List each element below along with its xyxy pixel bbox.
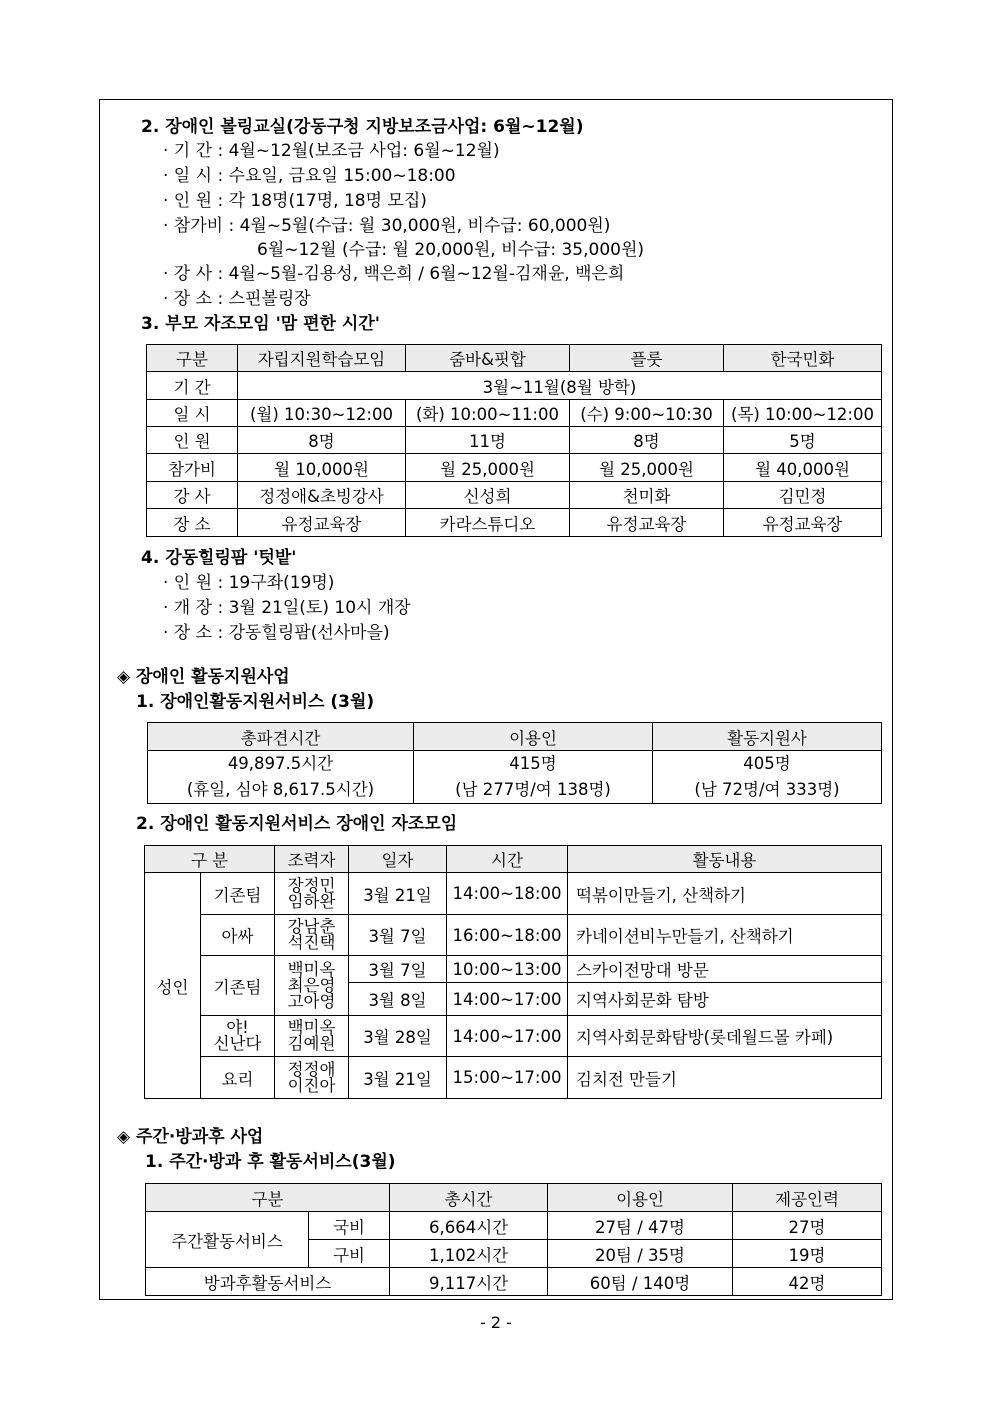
table-row: [145, 1016, 882, 1057]
content-cell: 스카이전망대 방문: [568, 956, 882, 983]
daycare-sub1-title: 1. 주간·방과 후 활동서비스(3월): [145, 1152, 396, 1172]
table-row: [147, 454, 882, 482]
users-cell: 20팀 / 35명: [548, 1240, 733, 1268]
staff-cell: 19명: [733, 1240, 882, 1268]
time-cell: 14:00~17:00: [447, 1016, 568, 1057]
table-cell: (화) 10:00~11:00: [406, 400, 570, 427]
content-cell: 카네이션비누만들기, 산책하기: [568, 915, 882, 956]
helper-name: 임하완: [287, 891, 336, 911]
header-cell: 총시간: [390, 1184, 548, 1212]
helpers: [275, 915, 349, 956]
bowling-period: · 기 간 : 4월~12월(보조금 사업: 6월~12월): [163, 141, 500, 161]
table-row: [148, 751, 882, 804]
team-name: 아싸: [201, 915, 275, 956]
activity-header-row: [148, 723, 882, 751]
table-cell: [653, 751, 882, 804]
selfhelp-table: [144, 845, 882, 1099]
table-row: [146, 1212, 882, 1240]
users-detail: (남 277명/여 138명): [455, 780, 611, 799]
header-cell: 구 분: [145, 846, 275, 873]
helper-name: 정정애: [287, 1059, 336, 1079]
supporters-detail: (남 72명/여 333명): [694, 780, 840, 799]
table-cell: 정정애&초빙강사: [238, 482, 406, 509]
team-name: 기존팀: [201, 956, 275, 1016]
helper-name: 최은영: [287, 975, 336, 995]
after-service-label: 방과후활동서비스: [146, 1268, 390, 1296]
header-cell: 이용인: [414, 723, 653, 751]
helpers: [275, 873, 349, 915]
table-cell: 유정교육장: [238, 509, 406, 537]
helper-name: 김예원: [287, 1034, 336, 1053]
row-label: 장 소: [147, 509, 238, 537]
content-cell: 김치전 만들기: [568, 1057, 882, 1099]
header-cell: 조력자: [275, 846, 349, 873]
row-label: 참가비: [147, 454, 238, 482]
daycare-header-row: [146, 1184, 882, 1212]
content-cell: 지역사회문화 탐방: [568, 983, 882, 1016]
table-cell: 월 10,000원: [238, 454, 406, 482]
funding-type: 국비: [309, 1212, 390, 1240]
farm-title: 4. 강동힐링팜 '텃밭': [141, 548, 297, 568]
content-cell: 지역사회문화탐방(롯데월드몰 카페): [568, 1016, 882, 1057]
staff-cell: 27명: [733, 1212, 882, 1240]
daycare-table: [145, 1183, 882, 1296]
selfhelp-header-row: [145, 846, 882, 873]
table-cell: (수) 9:00~10:30: [570, 400, 724, 427]
table-cell: (월) 10:30~12:00: [238, 400, 406, 427]
header-cell: 일자: [349, 846, 447, 873]
table-cell: 월 25,000원: [406, 454, 570, 482]
table-cell: 카라스튜디오: [406, 509, 570, 537]
team-name: 기존팀: [201, 873, 275, 915]
helpers: [275, 1057, 349, 1099]
helpers: [275, 1016, 349, 1057]
table-cell: [414, 751, 653, 804]
helper-name: 백미옥: [287, 959, 336, 979]
users-count: 415명: [509, 754, 557, 773]
content-cell: 떡볶이만들기, 산책하기: [568, 873, 882, 915]
bowling-place: · 장 소 : 스핀볼링장: [163, 289, 311, 309]
users-cell: 27팀 / 47명: [548, 1212, 733, 1240]
parents-header-cell: 자립지원학습모임: [238, 345, 406, 372]
header-cell: 시간: [447, 846, 568, 873]
period-value: 3월~11월(8월 방학): [238, 372, 882, 400]
parents-header-cell: 줌바&핏합: [406, 345, 570, 372]
helper-name: 장정민: [287, 875, 336, 895]
bowling-fee: · 참가비 : 4월~5월(수급: 월 30,000원, 비수급: 60,000원): [163, 216, 611, 236]
parents-header-cell: 플룻: [570, 345, 724, 372]
parents-table: [146, 344, 882, 537]
header-cell: 활동내용: [568, 846, 882, 873]
date-cell: 3월 7일: [349, 956, 447, 983]
parents-title: 3. 부모 자조모임 '맘 편한 시간': [141, 314, 380, 334]
header-cell: 이용인: [548, 1184, 733, 1212]
table-cell: 신성희: [406, 482, 570, 509]
users-cell: 60팀 / 140명: [548, 1268, 733, 1296]
time-cell: 16:00~18:00: [447, 915, 568, 956]
team-name: [201, 1016, 275, 1057]
row-label: 일 시: [147, 400, 238, 427]
parents-header-cell: 한국민화: [724, 345, 882, 372]
table-cell: (목) 10:00~12:00: [724, 400, 882, 427]
table-row: [145, 873, 882, 915]
helpers: [275, 956, 349, 1016]
supporters-count: 405명: [743, 754, 791, 773]
time-cell: 14:00~18:00: [447, 873, 568, 915]
page-number: - 2 -: [480, 1313, 512, 1332]
parents-header-row: [147, 345, 882, 372]
hours-cell: 6,664시간: [390, 1212, 548, 1240]
table-row: [147, 427, 882, 454]
table-cell: 5명: [724, 427, 882, 454]
bowling-fee-cont: 6월~12월 (수급: 월 20,000원, 비수급: 35,000원): [257, 240, 645, 260]
table-cell: 8명: [238, 427, 406, 454]
table-cell: 김민정: [724, 482, 882, 509]
header-cell: 총파견시간: [148, 723, 414, 751]
table-cell: 월 40,000원: [724, 454, 882, 482]
total-hours: 49,897.5시간: [227, 754, 334, 773]
helper-name: 석진택: [287, 933, 336, 952]
time-cell: 10:00~13:00: [447, 956, 568, 983]
table-cell: 유정교육장: [570, 509, 724, 537]
table-cell: 천미화: [570, 482, 724, 509]
time-cell: 14:00~17:00: [447, 983, 568, 1016]
row-label: 기 간: [147, 372, 238, 400]
header-cell: 제공인력: [733, 1184, 882, 1212]
table-row: [145, 1057, 882, 1099]
date-cell: 3월 21일: [349, 1057, 447, 1099]
bowling-capacity: · 인 원 : 각 18명(17명, 18명 모집): [163, 191, 427, 211]
helper-name: 백미옥: [287, 1018, 336, 1037]
header-cell: 활동지원사: [653, 723, 882, 751]
table-row: [146, 1268, 882, 1296]
helper-name: 이진아: [287, 1075, 336, 1095]
table-cell: [148, 751, 414, 804]
row-label: 강 사: [147, 482, 238, 509]
farm-place: · 장 소 : 강동힐링팜(선사마을): [163, 623, 390, 643]
total-hours-detail: (휴일, 심야 8,617.5시간): [186, 780, 375, 799]
hours-cell: 9,117시간: [390, 1268, 548, 1296]
date-cell: 3월 7일: [349, 915, 447, 956]
table-row: [147, 372, 882, 400]
bowling-schedule: · 일 시 : 수요일, 금요일 15:00~18:00: [163, 166, 456, 186]
farm-opening: · 개 장 : 3월 21일(토) 10시 개장: [163, 598, 411, 618]
activity-heading: ◈ 장애인 활동지원사업: [117, 667, 290, 687]
table-row: [145, 915, 882, 956]
group-label: 성인: [145, 873, 201, 1099]
table-row: [147, 509, 882, 537]
row-label: 인 원: [147, 427, 238, 454]
parents-header-cell: 구분: [147, 345, 238, 372]
hours-cell: 1,102시간: [390, 1240, 548, 1268]
team-name-line: 신난다: [213, 1034, 262, 1053]
activity-sub2-title: 2. 장애인 활동지원서비스 장애인 자조모임: [136, 814, 458, 834]
table-row: [147, 482, 882, 509]
farm-capacity: · 인 원 : 19구좌(19명): [163, 573, 335, 593]
table-row: [147, 400, 882, 427]
funding-type: 구비: [309, 1240, 390, 1268]
table-cell: 유정교육장: [724, 509, 882, 537]
helper-name: 고아영: [287, 991, 336, 1011]
time-cell: 15:00~17:00: [447, 1057, 568, 1099]
date-cell: 3월 28일: [349, 1016, 447, 1057]
table-cell: 11명: [406, 427, 570, 454]
team-name-line: 야!: [226, 1018, 249, 1037]
staff-cell: 42명: [733, 1268, 882, 1296]
table-cell: 8명: [570, 427, 724, 454]
daycare-heading: ◈ 주간·방과후 사업: [117, 1127, 264, 1147]
table-cell: 월 25,000원: [570, 454, 724, 482]
date-cell: 3월 21일: [349, 873, 447, 915]
activity-sub1-title: 1. 장애인활동지원서비스 (3월): [136, 692, 375, 712]
table-row: [145, 956, 882, 983]
bowling-instructor: · 강 사 : 4월~5월-김용성, 백은희 / 6월~12월-김재윤, 백은희: [163, 264, 625, 284]
activity-summary-table: [147, 722, 882, 804]
date-cell: 3월 8일: [349, 983, 447, 1016]
team-name: 요리: [201, 1057, 275, 1099]
helper-name: 강남춘: [287, 917, 336, 936]
bowling-title: 2. 장애인 볼링교실(강동구청 지방보조금사업: 6월~12월): [141, 117, 584, 137]
day-service-label: 주간활동서비스: [146, 1212, 309, 1268]
header-cell: 구분: [146, 1184, 390, 1212]
